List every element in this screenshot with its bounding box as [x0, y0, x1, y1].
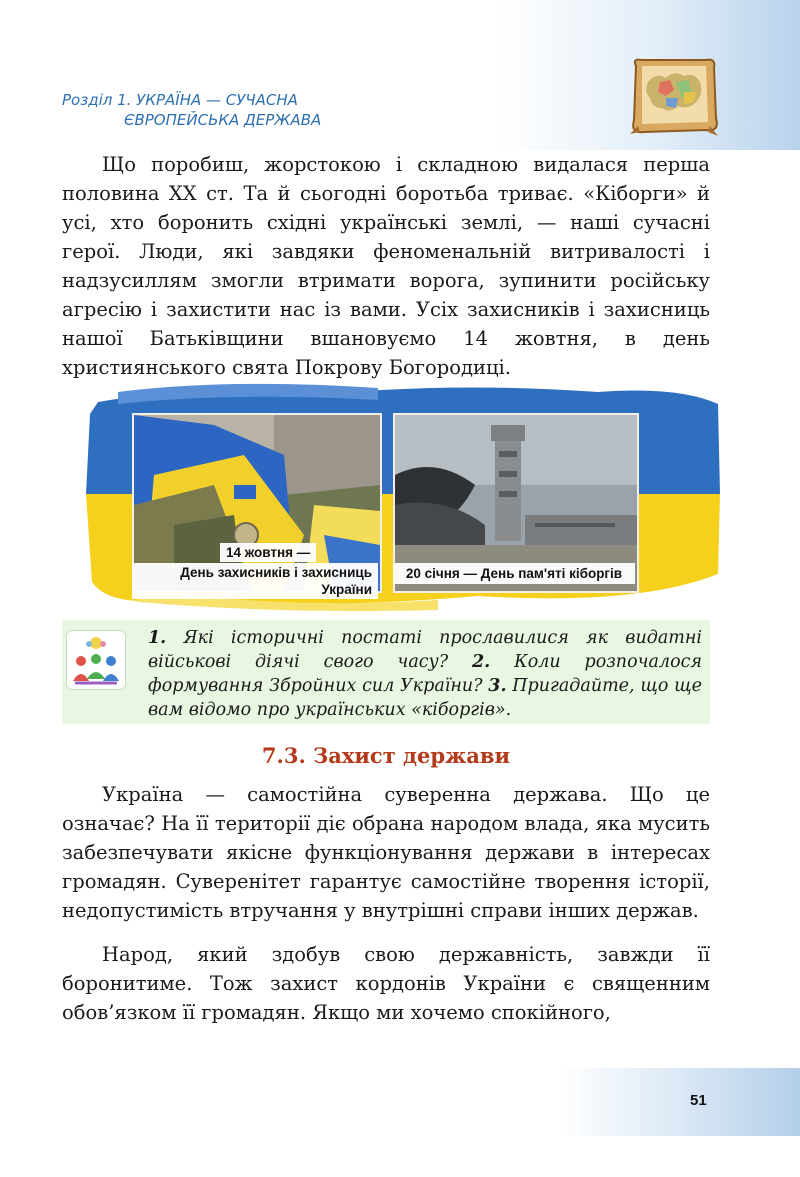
caption-defenders-title: День захисників і захисниць України [132, 563, 378, 599]
caption-defenders-date: 14 жовтня — [220, 543, 316, 562]
europe-map-emblem-icon [626, 52, 722, 140]
discussion-group-icon [66, 630, 126, 690]
question-3-number: 3. [488, 676, 507, 696]
question-1-number: 1. [148, 628, 167, 648]
chapter-header-line2: ЄВРОПЕЙСЬКА ДЕРЖАВА [124, 111, 322, 129]
question-2-number: 2. [471, 652, 491, 672]
question-2-text: Коли розпочалося формування Збройних сил України? [148, 652, 702, 696]
chapter-header [62, 90, 321, 130]
question-3-text: Пригадайте, що ще вам відомо про українських «кіборгів». [148, 676, 702, 720]
paragraph-intro: Що поробиш, жорстокою і складною видалася перша половина ХХ ст. Та й сьогодні боротьба триває. «Кіборги» й усі, хто боронить східні українські землі, — наші сучасні герої. Люди, які завдяки феноменальній витривалості і надзусиллям змогли втримати ворога, зупинити російську агресію і захистити нас із вами. Усіх захисників і захисниць нашої Батьківщини вшановуємо 14 жовтня, в день християнського свята Покрову Богородиці. [62, 153, 710, 379]
chapter-header-line1: Розділ 1. УКРАЇНА — СУЧАСНА [62, 91, 298, 109]
page-number: 51 [690, 1092, 707, 1109]
caption-cyborgs-day: 20 січня — День пам'яті кіборгів [393, 563, 635, 584]
bottom-decor-band [0, 1068, 800, 1136]
paragraph-sovereignty: Україна — самостійна суверенна держава. Що це означає? На її території діє обрана народом влада, яка мусить забезпечувати якісне функціонування держави в інтересах громадян. Суверенітет гарантує самостійне творення історії, недопустимість втручання у внутрішні справи інших держав. [62, 783, 710, 922]
paragraph-defense: Народ, який здобув свою державність, завжди її боронитиме. Тож захист кордонів України є священним обов’язком її громадян. Якщо ми хочемо спокійного, [62, 943, 710, 1024]
section-title: 7.3. Захист держави [261, 743, 511, 768]
questions-text [148, 626, 702, 722]
question-1-text: Які історичні постаті прославилися як видатні військові діячі свого часу? [148, 628, 702, 672]
